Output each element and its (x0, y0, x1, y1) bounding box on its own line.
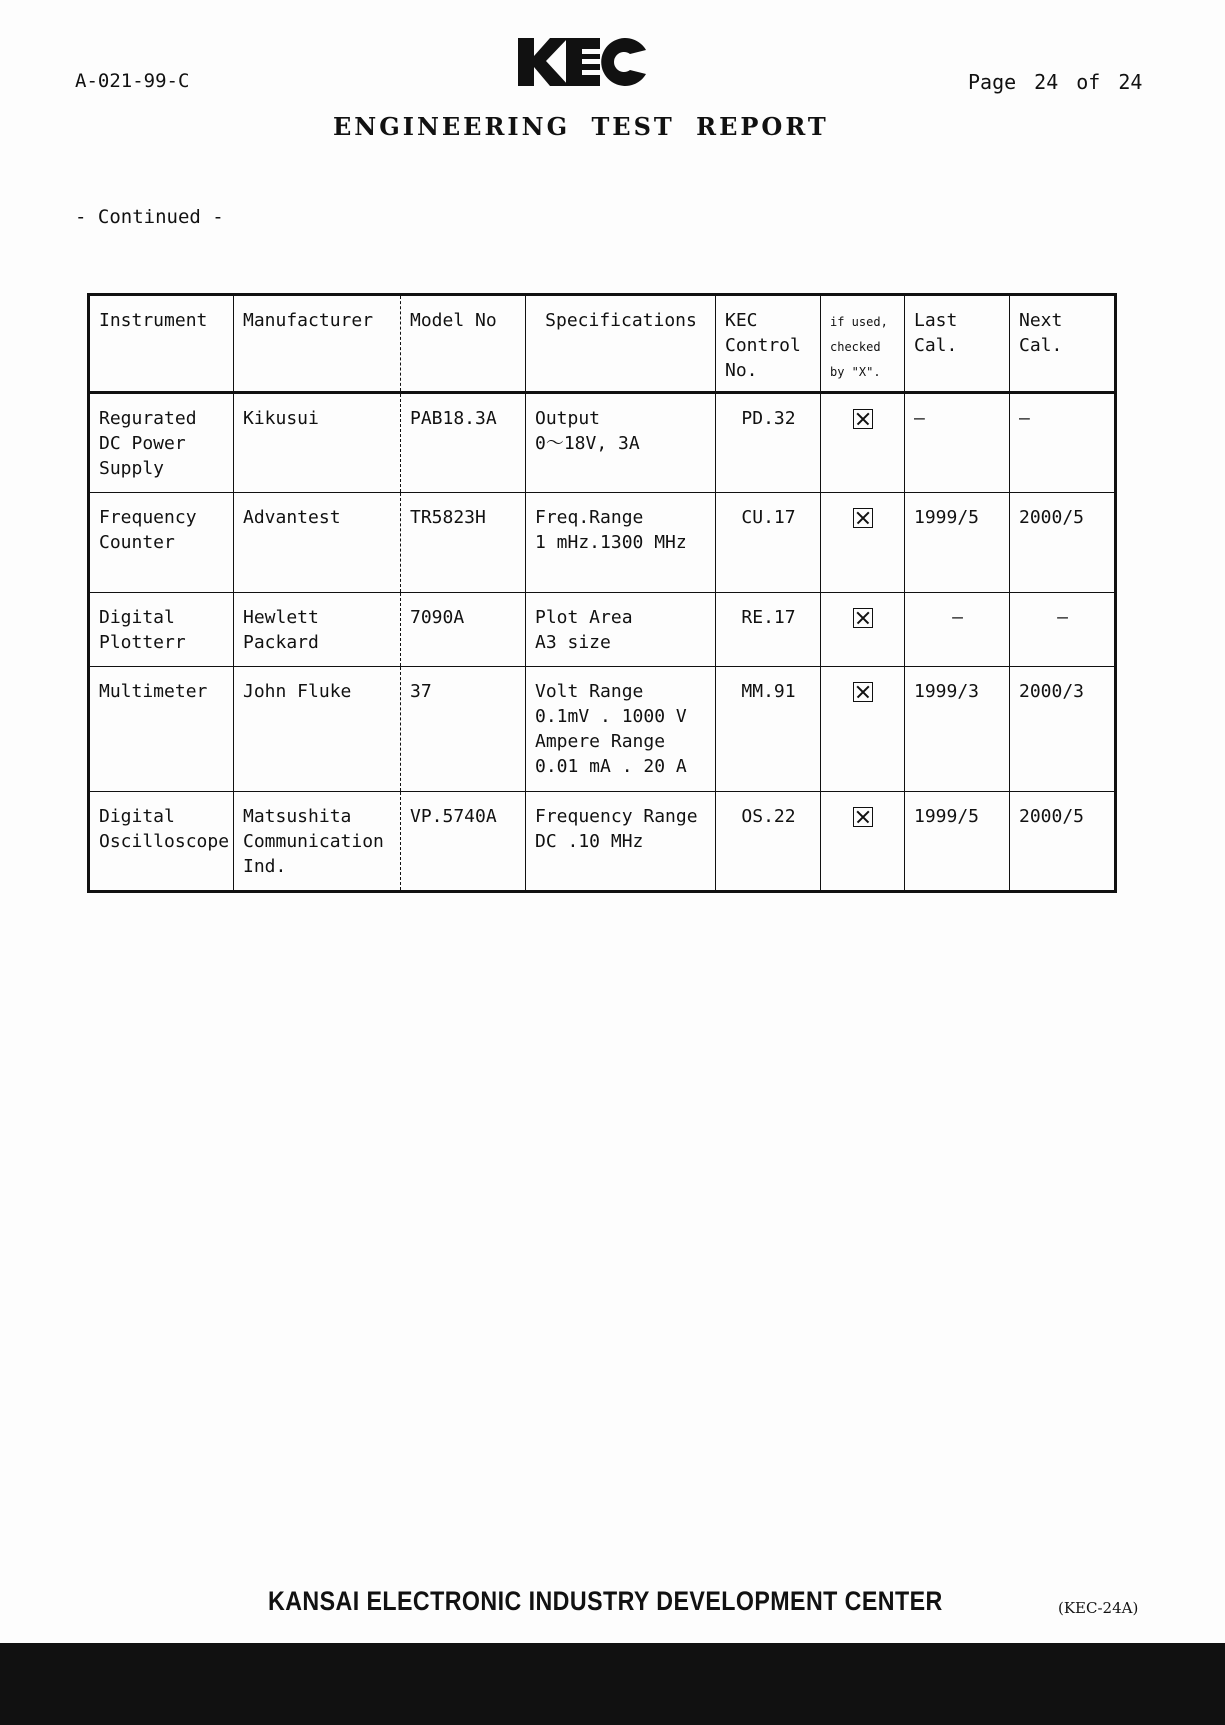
scan-border (0, 1643, 1225, 1725)
cell-last-cal: ― (905, 593, 1010, 667)
cell-model: PAB18.3A (401, 393, 526, 493)
cell-next-cal: ― (1010, 593, 1116, 667)
page-total: 24 (1118, 70, 1143, 94)
organization-footer: KANSAI ELECTRONIC INDUSTRY DEVELOPMENT CENTER (268, 1586, 943, 1616)
cell-checked (821, 667, 905, 792)
cell-manufacturer: Advantest (234, 493, 401, 593)
cell-specifications: Output 0～18V, 3A (526, 393, 716, 493)
cell-instrument: Regurated DC Power Supply (89, 393, 234, 493)
cell-kec-control: RE.17 (716, 593, 821, 667)
cell-last-cal: 1999/5 (905, 792, 1010, 892)
continued-label: - Continued - (75, 206, 224, 228)
cell-specifications: Plot Area A3 size (526, 593, 716, 667)
cell-manufacturer: John Fluke (234, 667, 401, 792)
cell-checked (821, 593, 905, 667)
page-current: 24 (1034, 70, 1059, 94)
table-row (89, 593, 1116, 667)
cell-model: 37 (401, 667, 526, 792)
cell-last-cal: 1999/5 (905, 493, 1010, 593)
cell-next-cal: 2000/3 (1010, 667, 1116, 792)
header-instrument: Instrument (89, 295, 234, 393)
header-next-cal: Next Cal. (1010, 295, 1116, 393)
cell-kec-control: CU.17 (716, 493, 821, 593)
table-row (89, 393, 1116, 493)
cell-manufacturer: Hewlett Packard (234, 593, 401, 667)
cell-model: TR5823H (401, 493, 526, 593)
document-id: A-021-99-C (75, 70, 190, 92)
equipment-table (87, 293, 1117, 893)
cell-checked (821, 792, 905, 892)
header-kec-control: KEC Control No. (716, 295, 821, 393)
cell-last-cal: ― (905, 393, 1010, 493)
header-model: Model No (401, 295, 526, 393)
header-specifications: Specifications (526, 295, 716, 393)
report-title: ENGINEERING TEST REPORT (333, 112, 829, 141)
table-row (89, 792, 1116, 892)
header-manufacturer: Manufacturer (234, 295, 401, 393)
form-code: (KEC-24A) (1058, 1599, 1139, 1617)
checked-box-icon (853, 807, 873, 827)
cell-specifications: Frequency Range DC .10 MHz (526, 792, 716, 892)
cell-manufacturer: Matsushita Communication Ind. (234, 792, 401, 892)
cell-specifications: Freq.Range 1 mHz.1300 MHz (526, 493, 716, 593)
cell-next-cal: 2000/5 (1010, 792, 1116, 892)
checked-box-icon (853, 508, 873, 528)
cell-checked (821, 393, 905, 493)
table-header-row (89, 295, 1116, 393)
cell-next-cal: 2000/5 (1010, 493, 1116, 593)
cell-last-cal: 1999/3 (905, 667, 1010, 792)
cell-model: 7090A (401, 593, 526, 667)
cell-manufacturer: Kikusui (234, 393, 401, 493)
cell-instrument: Multimeter (89, 667, 234, 792)
cell-checked (821, 493, 905, 593)
checked-box-icon (853, 608, 873, 628)
kec-logo (516, 32, 648, 90)
page-number (968, 70, 1142, 94)
cell-kec-control: OS.22 (716, 792, 821, 892)
page-of: of (1076, 70, 1101, 94)
page-label: Page (968, 70, 1017, 94)
header-last-cal: Last Cal. (905, 295, 1010, 393)
cell-model: VP.5740A (401, 792, 526, 892)
table-row (89, 493, 1116, 593)
header-if-used: if used, checked by "X". (821, 295, 905, 393)
cell-kec-control: PD.32 (716, 393, 821, 493)
checked-box-icon (853, 682, 873, 702)
cell-instrument: Digital Plotterr (89, 593, 234, 667)
cell-next-cal: ― (1010, 393, 1116, 493)
cell-instrument: Digital Oscilloscope (89, 792, 234, 892)
cell-kec-control: MM.91 (716, 667, 821, 792)
checked-box-icon (853, 409, 873, 429)
cell-specifications: Volt Range 0.1mV . 1000 V Ampere Range 0.01 mA . 20 A (526, 667, 716, 792)
table-row (89, 667, 1116, 792)
cell-instrument: Frequency Counter (89, 493, 234, 593)
